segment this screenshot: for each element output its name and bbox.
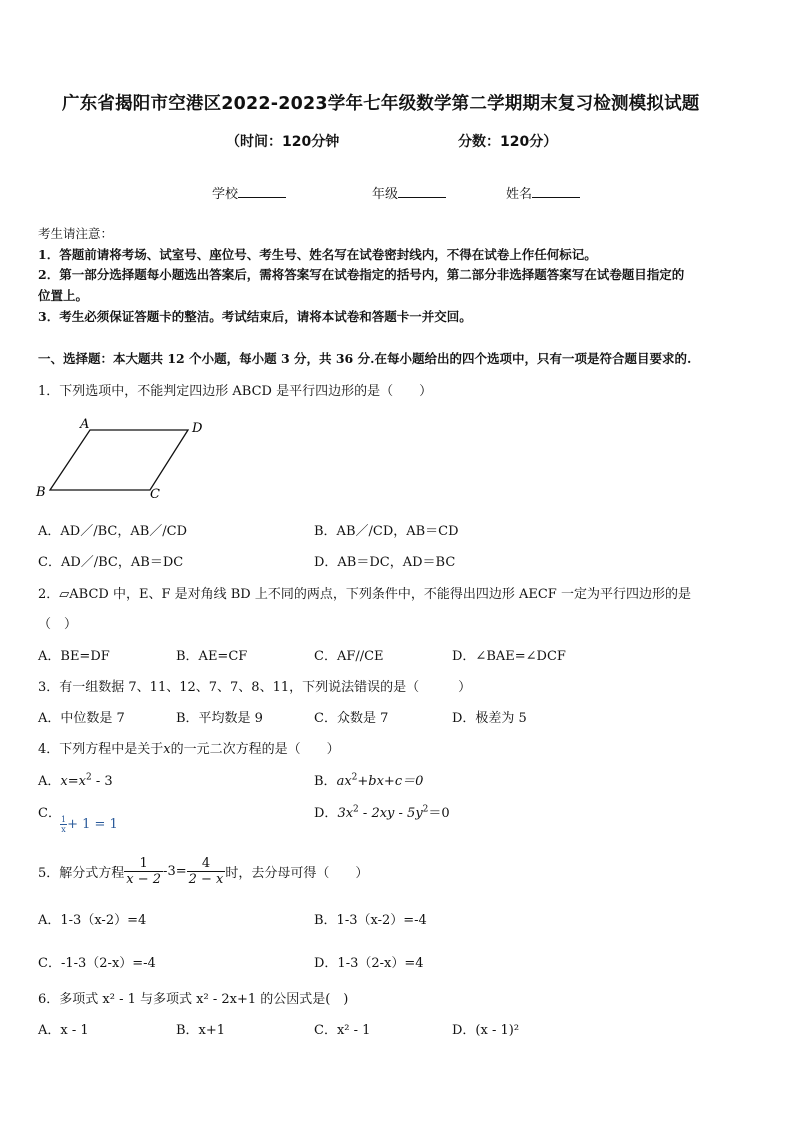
question-5-option-b: B．1-3（x-2）=-4 — [314, 913, 427, 928]
question-6-stem: 6．多项式 x² - 1 与多项式 x² - 2x+1 的公因式是( ) — [38, 992, 349, 1007]
option-b-sup: 2 — [351, 772, 358, 783]
question-2-option-d: D．∠BAE=∠DCF — [452, 649, 566, 664]
question-2-option-b: B．AE=CF — [176, 649, 248, 664]
question-1-option-d: D．AB＝DC，AD＝BC — [314, 555, 456, 570]
section-heading: 一、选择题：本大题共 12 个小题，每小题 3 分，共 36 分.在每小题给出的四个选项中，只有一项是符合题目要求的. — [38, 351, 692, 366]
question-4-option-b — [314, 770, 423, 789]
option-d-expr: 3x — [337, 806, 354, 821]
question-4-stem-var: x — [163, 742, 171, 757]
fraction-2-num: 4 — [187, 856, 226, 872]
option-c-num: 1 — [61, 815, 67, 824]
name-field — [506, 183, 580, 202]
question-5-stem — [38, 856, 368, 887]
option-d-tail: - 2xy - 5y — [358, 806, 423, 821]
parallelogram-figure — [34, 414, 206, 504]
question-3-option-a: A．中位数是 7 — [38, 711, 125, 726]
question-5-stem-pre: 5．解分式方程 — [38, 866, 125, 881]
question-1-option-a: A．AD／/BC，AB／/CD — [38, 524, 188, 539]
question-4-stem-pre: 4．下列方程中是关于 — [38, 742, 164, 757]
option-d-label: D． — [314, 806, 338, 821]
vertex-label-c: C — [150, 487, 160, 502]
vertex-label-a: A — [80, 417, 90, 432]
name-label: 姓名 — [506, 187, 533, 202]
grade-field — [372, 183, 446, 202]
option-d-end: ＝0 — [428, 806, 450, 821]
notice-item-2-cont: 位置上。 — [38, 288, 89, 303]
notice-item-1: 1．答题前请将考场、试室号、座位号、考生号、姓名写在试卷密封线内，不得在试卷上作任何标记。 — [38, 247, 597, 262]
grade-blank — [398, 185, 446, 198]
option-b-expr: ax — [336, 774, 352, 789]
option-b-label: B． — [314, 774, 337, 789]
vertex-label-d: D — [192, 421, 203, 436]
exam-score: 分数：120分） — [458, 134, 558, 150]
notice-item-3: 3．考生必须保证答题卡的整洁。考试结束后，请将本试卷和答题卡一并交回。 — [38, 309, 472, 324]
question-6-option-d: D．(x - 1)² — [452, 1023, 520, 1038]
question-2-option-a: A．BE=DF — [38, 649, 110, 664]
question-5-option-d: D．1-3（2-x）=4 — [314, 956, 424, 971]
question-4-option-a — [38, 770, 113, 789]
parallelogram-shape — [50, 430, 188, 490]
fraction-1 — [124, 856, 163, 887]
question-5-option-a: A．1-3（x-2）=4 — [38, 913, 147, 928]
question-3-stem: 3．有一组数据 7、11、12、7、7、8、11，下列说法错误的是（ ） — [38, 680, 472, 695]
question-1-option-c: C．AD／/BC，AB＝DC — [38, 555, 184, 570]
school-blank — [238, 185, 286, 198]
option-c-den: x — [61, 825, 66, 834]
question-4-option-c-label: C． — [38, 806, 61, 821]
exam-time: （时间：120分钟 — [226, 134, 340, 150]
fraction-1-num: 1 — [124, 856, 163, 872]
option-a-tail: - 3 — [91, 774, 113, 789]
fraction-1-den: x − 2 — [126, 872, 162, 887]
question-2-paren: （ ） — [38, 617, 78, 632]
question-2-option-c: C．AF//CE — [314, 649, 384, 664]
name-blank — [532, 185, 580, 198]
option-d-sup1: 2 — [353, 804, 359, 815]
grade-label: 年级 — [372, 187, 399, 202]
option-c-tail: + 1 = 1 — [67, 817, 118, 832]
question-6-option-c: C．x² - 1 — [314, 1023, 371, 1038]
page-title: 广东省揭阳市空港区2022-2023学年七年级数学第二学期期末复习检测模拟试题 — [62, 94, 700, 114]
question-4-option-c-expr — [60, 815, 118, 834]
question-5-option-c: C．-1-3（2-x）=-4 — [38, 956, 156, 971]
question-3-option-d: D．极差为 5 — [452, 711, 527, 726]
question-5-stem-post: 时，去分母可得（ ） — [225, 866, 369, 881]
school-field — [212, 183, 286, 202]
question-5-mid: -3= — [163, 864, 187, 879]
question-1-option-b: B．AB／/CD，AB＝CD — [314, 524, 459, 539]
fraction-2-den: 2 − x — [188, 872, 224, 887]
vertex-label-b: B — [36, 485, 46, 500]
option-a-expr: x=x — [60, 774, 86, 789]
fraction-2 — [187, 856, 226, 887]
option-b-tail: +bx+c＝0 — [357, 774, 424, 789]
question-1-stem: 1．下列选项中，不能判定四边形 ABCD 是平行四边形的是（ ） — [38, 384, 433, 399]
option-a-label: A． — [38, 774, 61, 789]
question-6-option-b: B．x+1 — [176, 1023, 226, 1038]
question-6-option-a: A．x - 1 — [38, 1023, 89, 1038]
option-a-sup: 2 — [85, 772, 92, 783]
question-4-stem-post: 的一元二次方程的是（ ） — [170, 742, 340, 757]
question-3-option-b: B．平均数是 9 — [176, 711, 263, 726]
question-3-option-c: C．众数是 7 — [314, 711, 389, 726]
question-2-stem: 2．▱ABCD 中，E、F 是对角线 BD 上不同的两点，下列条件中，不能得出四边形 AECF 一定为平行四边形的是 — [38, 587, 691, 602]
option-d-sup2: 2 — [422, 804, 429, 815]
question-4-stem — [38, 738, 340, 757]
notice-heading: 考生请注意： — [38, 226, 114, 241]
school-label: 学校 — [212, 187, 239, 202]
question-4-option-d — [314, 802, 450, 821]
notice-item-2: 2．第一部分选择题每小题选出答案后，需将答案写在试卷指定的括号内，第二部分非选择题答案写在试卷题目指定的 — [38, 267, 685, 282]
